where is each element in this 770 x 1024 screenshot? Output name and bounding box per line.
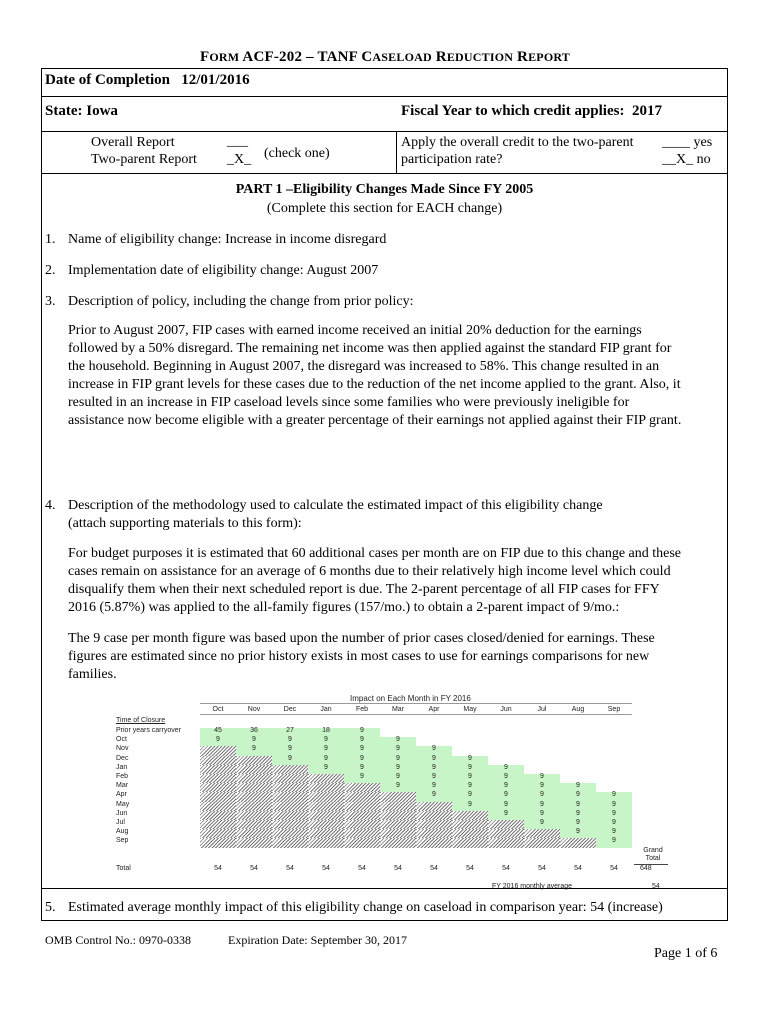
item4-line: The 9 case per month figure was based upon the number of prior cases closed/denied for earnings. These [68,631,655,646]
closed-cell [200,765,236,774]
closed-cell [380,829,416,838]
grand-total-value: 648 [640,864,652,872]
closed-cell [236,829,272,838]
closed-cell [380,802,416,811]
closed-cell [200,802,236,811]
closed-cell [488,820,524,829]
column-header: Aug [571,706,585,713]
fiscal-year: Fiscal Year to which credit applies: 2017 [401,103,662,119]
total-value: 54 [574,864,582,872]
row-label: May [116,800,130,808]
cell-value: 9 [396,754,400,762]
item4-text-line2: (attach supporting materials to this form): [68,516,302,531]
item5-number: 5. [45,900,56,915]
chart-row-header: Time of Closure [116,717,166,724]
closed-cell [272,783,308,792]
closed-cell [236,774,272,783]
closed-cell [416,811,452,820]
overall-report-checkbox[interactable]: ___ [227,134,248,149]
closed-cell [380,792,416,801]
total-rule [634,864,668,865]
closed-cell [200,838,236,847]
item4-line: 2016 (5.87%) was applied to the all-family figures (157/mo.) to obtain a 2-parent impact of 9/mo.: [68,600,620,615]
closed-cell [344,811,380,820]
closed-cell [524,838,560,847]
closed-cell [272,811,308,820]
average-label: FY 2016 monthly average [492,882,573,890]
column-header: Dec [283,706,297,713]
closed-cell [524,829,560,838]
cell-value: 9 [540,809,544,817]
closed-cell [416,838,452,847]
cell-value: 9 [288,745,292,753]
average-value: 54 [652,882,660,890]
cell-value: 9 [504,782,508,790]
rule-1 [41,96,728,97]
item3-text: Description of policy, including the change from prior policy: [68,294,414,309]
cell-value: 9 [252,736,256,744]
cell-value: 9 [576,819,580,826]
closed-cell [308,774,344,783]
row-label: Dec [116,754,129,762]
cell-value: 9 [468,791,472,799]
closed-cell [308,802,344,811]
item4-line: For budget purposes it is estimated that 60 additional cases per month are on FIP due to this change and these [68,546,682,561]
cell-value: 9 [360,763,364,771]
closed-cell [308,811,344,820]
row-label: Oct [116,736,127,744]
cell-value: 9 [396,745,400,753]
item2-text: Implementation date of eligibility change: August 2007 [68,263,379,278]
chart-title: Impact on Each Month in FY 2016 [350,694,471,703]
closed-cell [308,838,344,847]
cell-value: 9 [612,791,616,799]
cell-value: 9 [324,763,328,771]
closed-cell [488,829,524,838]
total-value: 54 [358,864,366,872]
row-label: Jan [116,763,128,771]
item1-text: Name of eligibility change: Increase in income disregard [68,232,387,247]
closed-cell [272,820,308,829]
cell-value: 9 [576,809,580,817]
closed-cell [272,774,308,783]
cell-value: 9 [216,736,220,744]
closed-cell [380,811,416,820]
cell-value: 9 [540,800,544,808]
column-header: Mar [391,706,405,713]
closed-cell [200,756,236,765]
cell-value: 9 [396,736,400,744]
closed-cell [236,820,272,829]
apply-credit-no[interactable]: __X_ no [662,152,711,167]
cell-value: 9 [360,754,364,762]
check-one-note: (check one) [264,146,330,161]
item3-line: followed by a 50% disregard. The remaining net income was then applied against the standard FIP grant for [68,341,672,356]
cell-value: 9 [576,828,580,836]
cell-value: 9 [324,745,328,753]
closed-cell [344,792,380,801]
cell-value: 9 [576,782,580,790]
closed-cell [200,811,236,820]
cell-value: 18 [322,727,330,734]
chart-rule [200,714,632,715]
cell-value: 9 [360,745,364,753]
cell-value: 9 [432,791,436,799]
column-header: Jul [537,706,547,713]
column-header: Jan [320,706,332,713]
closed-cell [308,792,344,801]
cell-value: 9 [432,745,436,753]
row-label: Mar [116,782,129,790]
date-of-completion: Date of Completion 12/01/2016 [45,72,250,88]
cell-value: 9 [612,819,616,826]
closed-cell [236,756,272,765]
column-header: Nov [247,706,261,713]
cell-value: 9 [504,763,508,771]
cell-value: 9 [360,773,364,780]
apply-credit-yes[interactable]: ____ yes [662,135,713,150]
apply-credit-line1: Apply the overall credit to the two-parent [401,135,634,150]
closed-cell [236,783,272,792]
closed-cell [200,783,236,792]
closed-cell [272,829,308,838]
item4-line: families. [68,667,117,682]
item3-line: increase in FIP grant levels for these cases due to the reduction of the net income applied to the grant. Also, it [68,377,681,392]
item4-line: figures are estimated since no prior history exists in most cases to use for earnings comparisons for new [68,649,650,664]
item4-line: cases remain on assistance for an average of 6 months due to their relatively high income level which could [68,564,671,579]
closed-cell [236,838,272,847]
column-header: Jun [500,706,512,713]
cell-value: 9 [360,727,364,734]
omb-control-number: OMB Control No.: 0970-0338 [45,933,192,947]
total-value: 54 [286,864,294,872]
cell-value: 9 [252,745,256,753]
closed-cell [488,838,524,847]
closed-cell [344,802,380,811]
cell-value: 9 [576,791,580,799]
row-label: Aug [116,828,129,836]
item4-number: 4. [45,498,56,513]
item2-number: 2. [45,263,56,278]
column-header: Feb [355,706,369,713]
closed-cell [272,802,308,811]
cell-value: 9 [612,800,616,808]
closed-cell [236,811,272,820]
cell-value: 9 [360,736,364,744]
closed-cell [416,820,452,829]
closed-cell [452,820,488,829]
cell-value: 9 [468,763,472,771]
item3-line: resulted in an increase in FIP caseload levels since some families who were previously ineligible for [68,395,630,410]
closed-cell [200,792,236,801]
closed-cell [452,838,488,847]
item3-line: the household. Beginning in August 2007, the disregard was increased to 58%. This change resulted in an [68,359,660,374]
cell-value: 9 [324,754,328,762]
item4-line: disqualify them when their next scheduled report is due. The 2-parent percentage of all FIP cases for FFY [68,582,660,597]
two-parent-report-checkbox[interactable]: _X_ [227,152,252,167]
closed-cell [560,838,596,847]
rule-2 [41,131,728,132]
page-number: Page 1 of 6 [654,946,718,961]
closed-cell [200,746,236,755]
overall-report-label: Overall Report [91,135,175,150]
closed-cell [344,838,380,847]
item4-text-line1: Description of the methodology used to calculate the estimated impact of this eligibility change [68,498,603,513]
row-label: Sep [116,837,129,845]
cell-value: 9 [540,773,544,780]
cell-value: 9 [540,782,544,790]
cell-value: 9 [432,773,436,780]
cell-value: 9 [540,819,544,826]
closed-cell [416,829,452,838]
closed-cell [452,811,488,820]
total-value: 54 [322,864,330,872]
total-value: 54 [394,864,402,872]
item5-text: Estimated average monthly impact of this eligibility change on caseload in comparison year: 54 (increase) [68,900,663,915]
total-value: 54 [538,864,546,872]
cell-value: 9 [504,800,508,808]
closed-cell [452,829,488,838]
cell-value: 9 [396,773,400,780]
closed-cell [272,765,308,774]
closed-cell [236,802,272,811]
cell-value: 9 [396,763,400,771]
closed-cell [200,774,236,783]
cell-value: 9 [504,809,508,817]
closed-cell [344,783,380,792]
closed-cell [380,838,416,847]
part1-subheading: (Complete this section for EACH change) [266,201,503,216]
item3-line: assistance now become eligible with a greater percentage of their earnings not applied against their FIP grant. [68,413,682,428]
row-label: Apr [116,791,127,799]
item4-basis [68,630,728,684]
closed-cell [200,829,236,838]
rule-3 [41,173,728,174]
cell-value: 9 [288,754,292,762]
rule-4 [41,888,728,889]
item4-methodology [68,545,728,617]
closed-cell [380,820,416,829]
cell-value: 9 [432,782,436,790]
cell-value: 9 [432,763,436,771]
form-title: FORM ACF-202 – TANF CASELOAD REDUCTION REPORT [199,49,571,65]
cell-value: 9 [396,782,400,790]
row-label: Jul [116,819,125,826]
part1-heading: PART 1 –Eligibility Changes Made Since FY 2005 [235,182,534,197]
closed-cell [308,783,344,792]
cell-value: 9 [612,837,616,845]
item3-line: Prior to August 2007, FIP cases with earned income received an initial 20% deduction for the earnings [68,323,642,338]
cell-value: 9 [540,791,544,799]
two-parent-report-label: Two-parent Report [91,152,197,167]
total-value: 54 [250,864,258,872]
expiration-date: Expiration Date: September 30, 2017 [228,933,407,947]
closed-cell [308,829,344,838]
closed-cell [344,829,380,838]
cell-value: 27 [286,727,294,734]
closed-cell [200,820,236,829]
row-label: Prior years carryover [116,727,181,734]
closed-cell [416,802,452,811]
closed-cell [308,820,344,829]
cell-value: 45 [214,727,222,734]
total-value: 54 [466,864,474,872]
column-header: Apr [428,706,440,713]
cell-value: 9 [612,828,616,836]
column-header: May [463,706,477,713]
cell-value: 9 [324,736,328,744]
item1-number: 1. [45,232,56,247]
cell-value: 9 [468,754,472,762]
cell-value: 36 [250,727,258,734]
closed-cell [272,838,308,847]
total-label: Total [116,864,131,872]
item3-number: 3. [45,294,56,309]
chart-rule [200,703,632,704]
cell-value: 9 [612,809,616,817]
apply-credit-line2: participation rate? [401,152,503,167]
total-value: 54 [502,864,510,872]
cell-value: 9 [288,736,292,744]
total-value: 54 [430,864,438,872]
cell-value: 9 [432,754,436,762]
row-label: Jun [116,809,128,817]
row-label: Feb [116,773,129,780]
closed-cell [236,765,272,774]
item3-description [68,322,728,430]
cell-value: 9 [468,800,472,808]
state-label: State: Iowa [45,103,118,119]
cell-value: 9 [468,782,472,790]
total-value: 54 [214,864,222,872]
closed-cell [344,820,380,829]
closed-cell [236,792,272,801]
column-header: Sep [607,706,621,713]
total-value: 54 [610,864,618,872]
cell-value: 9 [468,773,472,780]
row-label: Nov [116,745,129,753]
grand-total-label: Grand Total [643,846,663,862]
cell-value: 9 [504,773,508,780]
rule-vertical [396,131,397,173]
cell-value: 9 [504,791,508,799]
closed-cell [272,792,308,801]
impact-table-chart [115,694,670,890]
cell-value: 9 [576,800,580,808]
column-header: Oct [212,706,224,713]
